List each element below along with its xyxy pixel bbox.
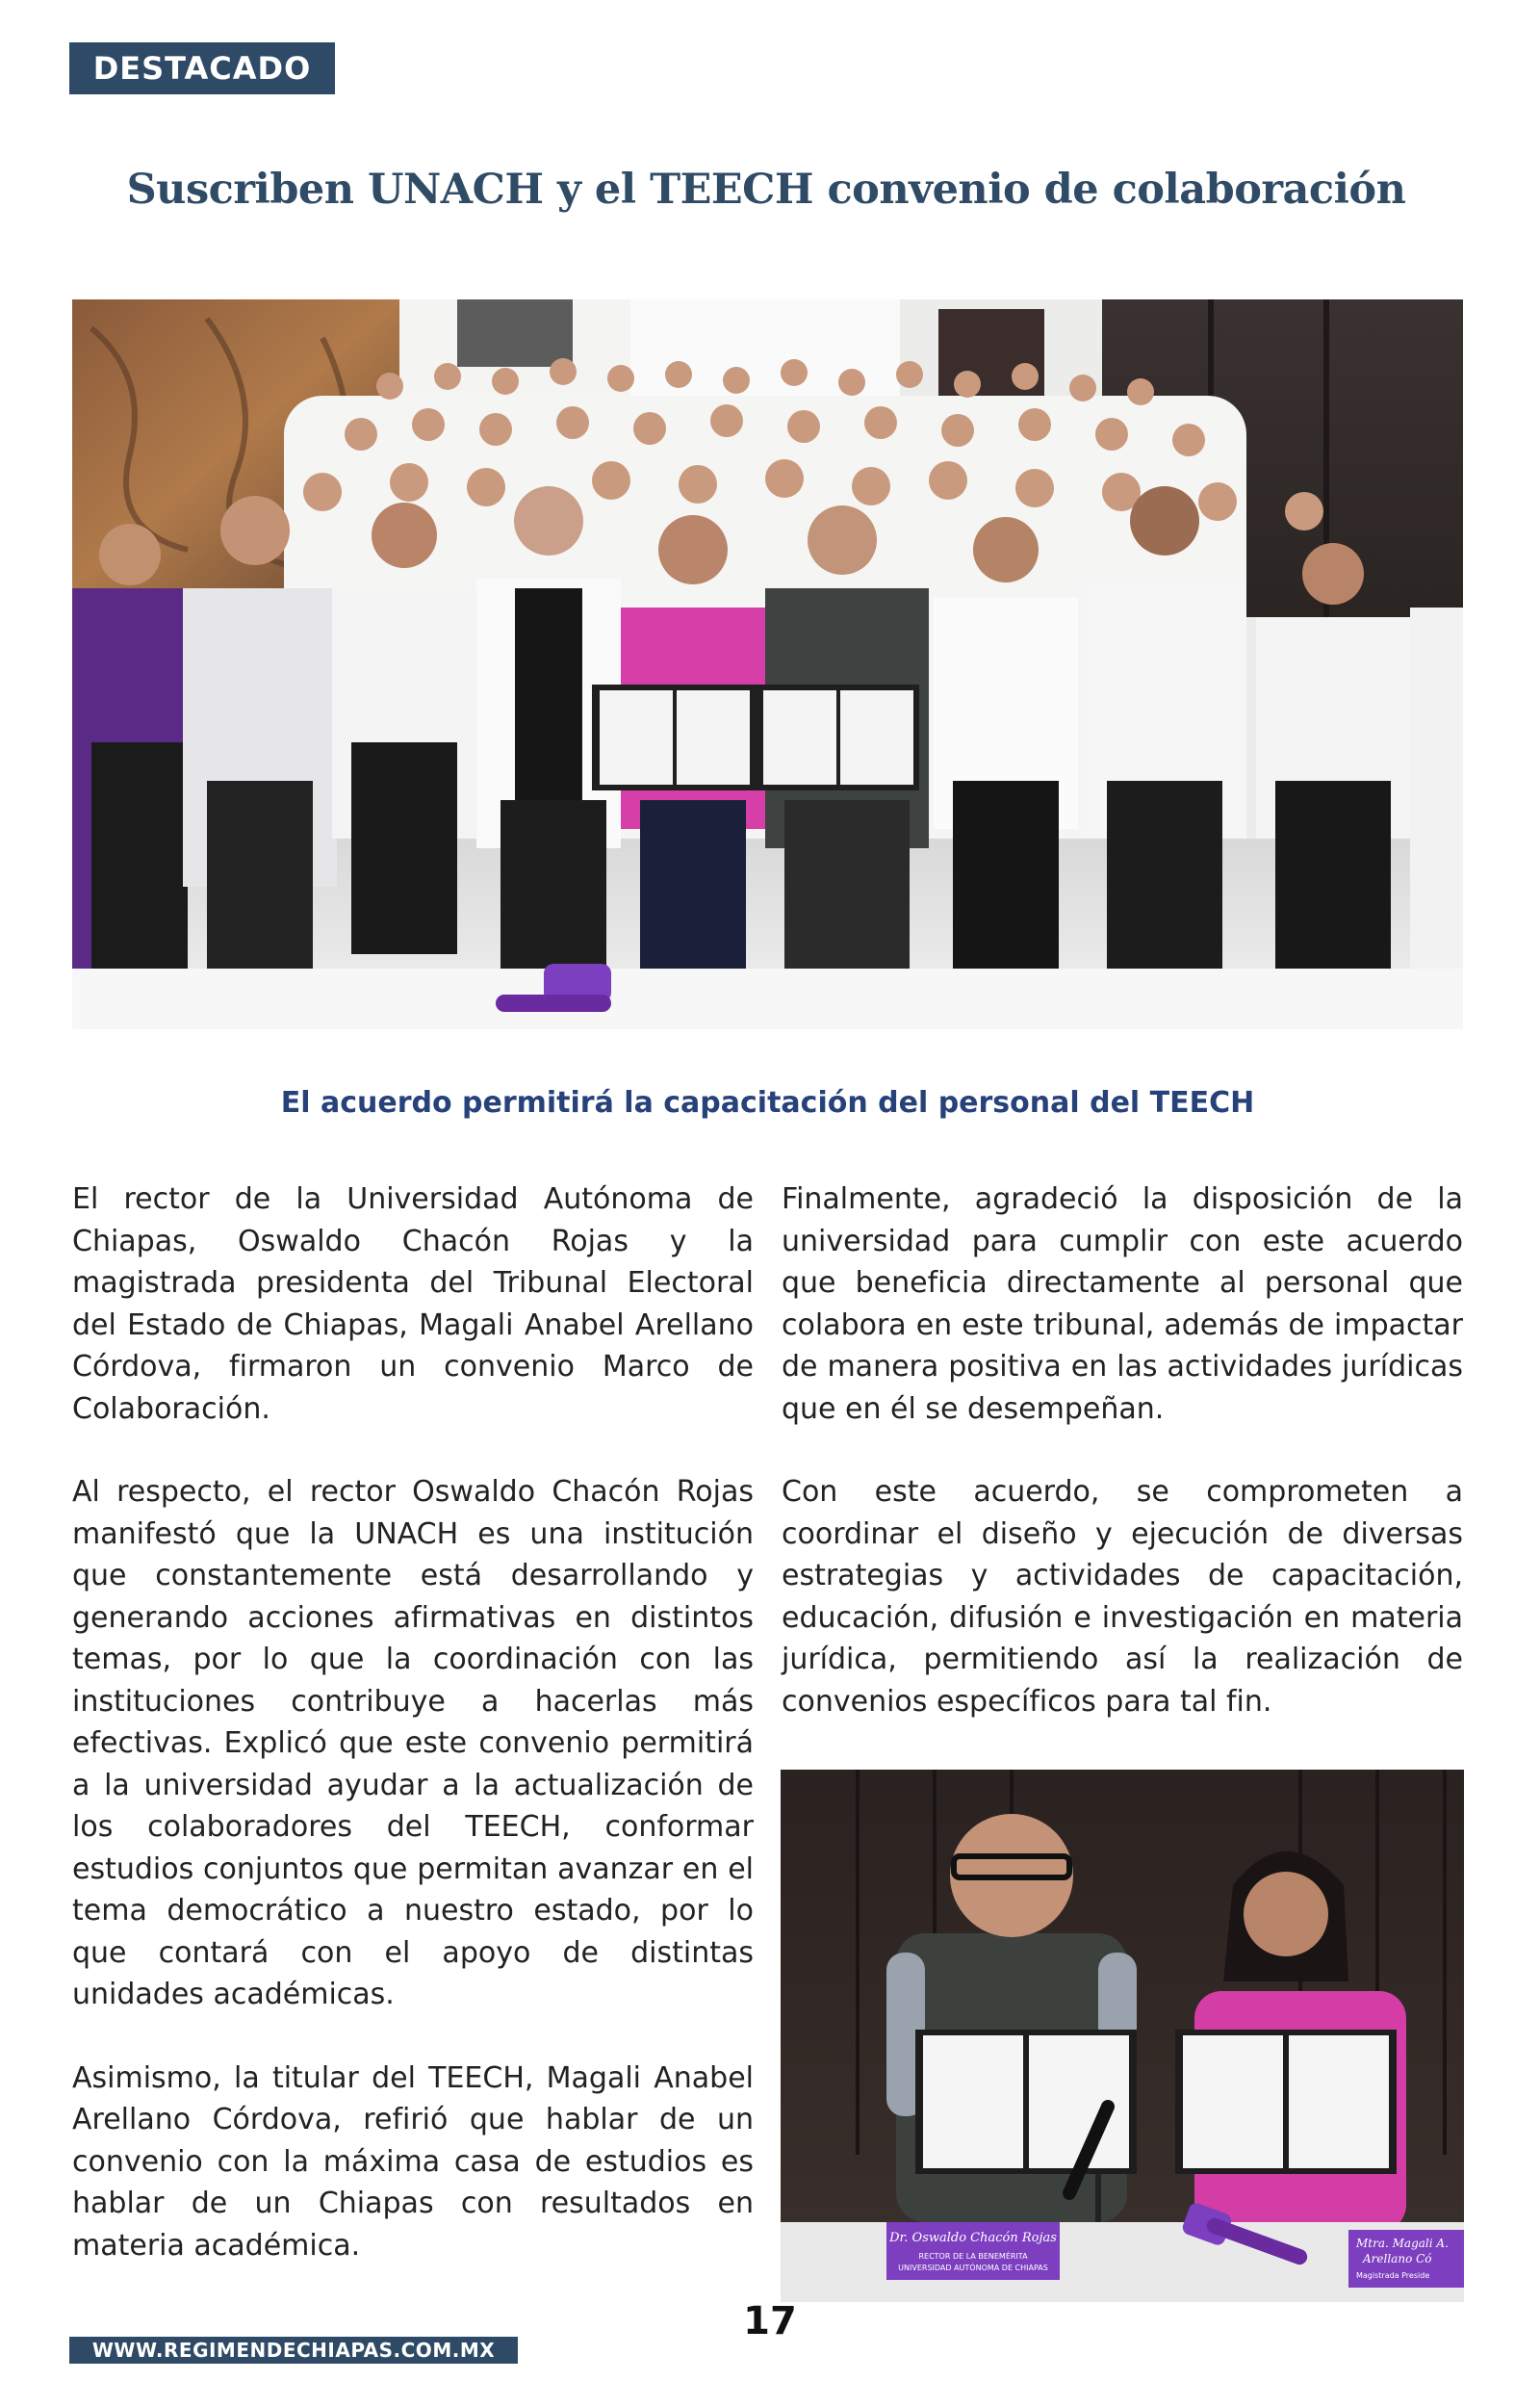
nameplate-left-title-1: RECTOR DE LA BENEMÉRITA — [918, 2252, 1028, 2261]
nameplate-right-name-2: Arellano Có — [1363, 2252, 1432, 2265]
paragraph: El rector de la Universidad Autónoma de Chiapas, Oswaldo Chacón Rojas y la magistrada presidenta del Tribunal Electoral del Estado de Chiapas, Magali Anabel Arellano Córdova, firmaron un convenio Marco de Colaboración. — [72, 1182, 754, 1426]
article-subheadline: El acuerdo permitirá la capacitación del personal del TEECH — [280, 1086, 1255, 1120]
page-number: 17 — [743, 2299, 797, 2343]
nameplate-left-name: Dr. Oswaldo Chacón Rojas — [889, 2231, 1057, 2245]
nameplate-right-title: Magistrada Preside — [1356, 2271, 1430, 2280]
section-tag: DESTACADO — [69, 42, 335, 94]
paragraph: Asimismo, la titular del TEECH, Magali Anabel Arellano Córdova, refirió que hablar de un convenio con la máxima casa de estudios es hablar de un Chiapas con resultados en materia académica. — [72, 2060, 754, 2263]
paragraph: Al respecto, el rector Oswaldo Chacón Rojas manifestó que la UNACH es una institución que constantemente está desarrollando y generando acciones afirmativas en distintos temas, por lo que la coordinación con las instituciones contribuye a hacerlas más efectivas. Explicó que este convenio permitirá a la universidad ayudar a la actualización de los colaboradores del TEECH, conformar estudios conjuntos que permitan avanzar en el tema democrático a nuestro estado, por lo que contará con el apoyo de distintas unidades académicas. — [72, 1475, 754, 2011]
group-photo — [72, 299, 1463, 1029]
nameplate-left-title-2: UNIVERSIDAD AUTÓNOMA DE CHIAPAS — [898, 2264, 1048, 2272]
footer-website: WWW.REGIMENDECHIAPAS.COM.MX — [69, 2337, 518, 2364]
signing-photo — [781, 1770, 1464, 2302]
body-column-left — [72, 1178, 754, 2308]
article-headline: Suscriben UNACH y el TEECH convenio de colaboración — [126, 166, 1406, 214]
nameplate-right-name-1: Mtra. Magali A. — [1356, 2237, 1449, 2250]
body-column-right — [782, 1178, 1463, 1764]
paragraph: Finalmente, agradeció la disposición de la universidad para cumplir con este acuerdo que beneficia directamente al personal que colabora en este tribunal, además de impactar de manera positiva en las actividades jurídicas que en él se desempeñan. — [782, 1182, 1463, 1426]
paragraph: Con este acuerdo, se comprometen a coordinar el diseño y ejecución de diversas estrategias y actividades de capacitación, educación, difusión e investigación en materia jurídica, permitiendo así la realización de convenios específicos para tal fin. — [782, 1475, 1463, 1719]
